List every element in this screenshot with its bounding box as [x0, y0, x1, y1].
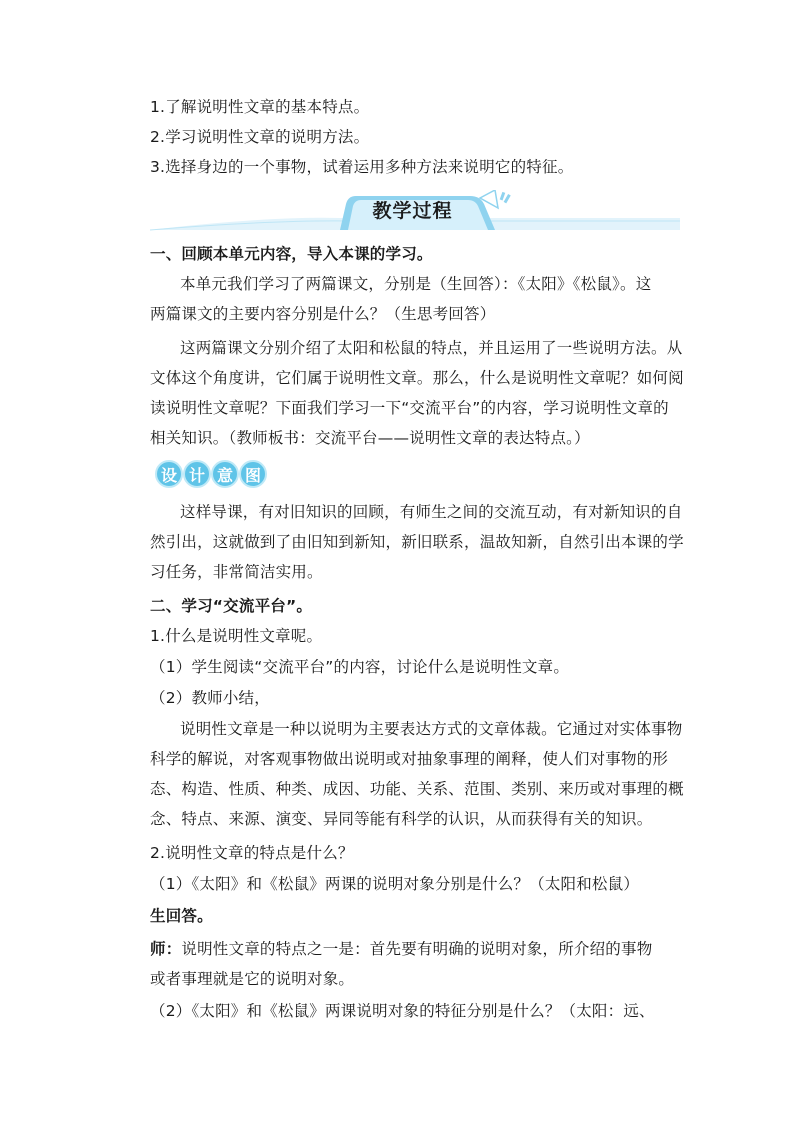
objective-2: 2.学习说明性文章的说明方法。 — [150, 128, 370, 146]
objective-1: 1.了解说明性文章的基本特点。 — [150, 98, 370, 116]
paragraph-line: 本单元我们学习了两篇课文，分别是（生回答）：《太阳》《松鼠》。这 — [180, 275, 652, 293]
tag-char: 计 — [183, 460, 211, 488]
teacher-line — [150, 939, 652, 959]
paragraph-line: 两篇课文的主要内容分别是什么？（生思考回答） — [150, 305, 496, 323]
question-2-item-1: （1）《太阳》和《松鼠》两课的说明对象分别是什么？（太阳和松鼠） — [150, 875, 640, 893]
teacher-text: 说明性文章的特点之一是：首先要有明确的说明对象，所介绍的事物 — [181, 940, 653, 958]
question-1: 1.什么是说明性文章呢。 — [150, 627, 323, 645]
paragraph-line: 或者事理就是它的说明对象。 — [150, 970, 355, 988]
paragraph-line: 这两篇课文分别介绍了太阳和松鼠的特点，并且运用了一些说明方法。从 — [180, 339, 683, 357]
tag-char: 设 — [155, 460, 183, 488]
paragraph-line: 读说明性文章呢？下面我们学习一下“交流平台”的内容，学习说明性文章的 — [150, 399, 669, 417]
paragraph-line: 科学的解说，对客观事物做出说明或对抽象事理的阐释，使人们对事物的形 — [150, 750, 669, 768]
tag-char: 意 — [211, 460, 239, 488]
paragraph-line: 然引出，这就做到了由旧知到新知，新旧联系，温故知新，自然引出本课的学 — [150, 533, 684, 551]
paragraph-line: 态、构造、性质、种类、成因、功能、关系、范围、类别、来历或对事理的概 — [150, 780, 684, 798]
section-1-heading: 一、回顾本单元内容，导入本课的学习。 — [150, 245, 433, 263]
tag-char: 图 — [239, 460, 267, 488]
paragraph-line: 习任务，非常简洁实用。 — [150, 563, 323, 581]
paragraph-line: 这样导课，有对旧知识的回顾，有师生之间的交流互动，有对新知识的自 — [180, 503, 683, 521]
student-answer: 生回答。 — [150, 907, 213, 925]
question-2-item-2: （2）《太阳》和《松鼠》两课说明对象的特征分别是什么？（太阳：远、 — [150, 1002, 655, 1020]
design-intent-tag — [155, 460, 267, 488]
teacher-label: 师： — [150, 940, 182, 958]
section-banner — [150, 190, 680, 232]
section-2-heading: 二、学习“交流平台”。 — [150, 597, 313, 615]
question-1-item-1: （1）学生阅读“交流平台”的内容，讨论什么是说明性文章。 — [150, 658, 570, 676]
question-1-item-2: （2）教师小结， — [150, 689, 270, 707]
objective-3: 3.选择身边的一个事物，试着运用多种方法来说明它的特征。 — [150, 158, 574, 176]
paragraph-line: 文体这个角度讲，它们属于说明性文章。那么，什么是说明性文章呢？如何阅 — [150, 369, 684, 387]
question-2: 2.说明性文章的特点是什么？ — [150, 844, 354, 862]
paragraph-line: 说明性文章是一种以说明为主要表达方式的文章体裁。它通过对实体事物 — [180, 720, 683, 738]
paragraph-line: 念、特点、来源、演变、异同等能有科学的认识，从而获得有关的知识。 — [150, 810, 653, 828]
paragraph-line: 相关知识。（教师板书：交流平台——说明性文章的表达特点。） — [150, 429, 590, 447]
banner-title: 教学过程 — [372, 200, 453, 222]
